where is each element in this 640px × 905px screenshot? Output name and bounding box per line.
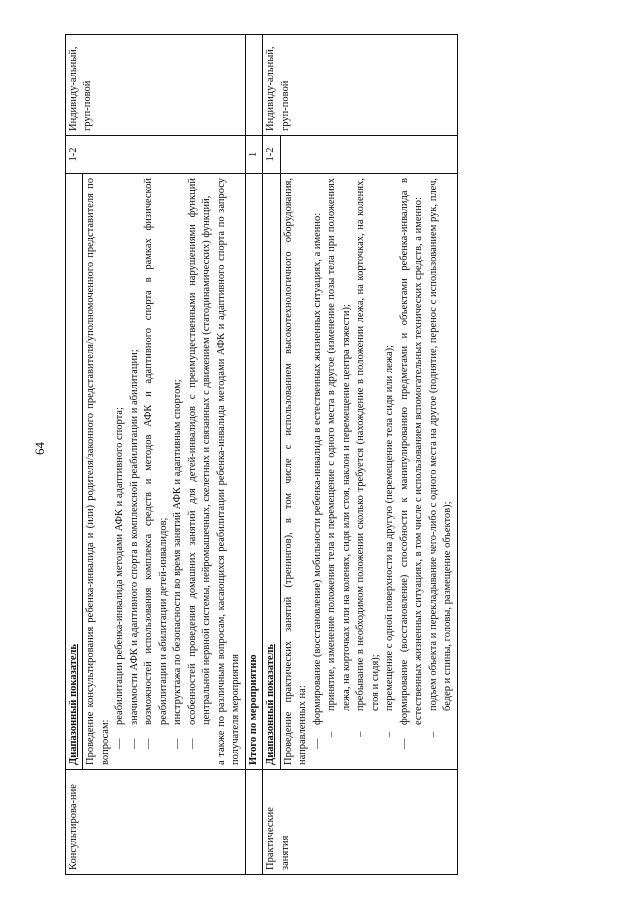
list-item: — формирование (восстановление) мобильности ребенка-инвалида в естественных жизненных ситуациях, а именно: — [311, 212, 323, 749]
list-item: — возможностей использования комплекса средств и методов АФК и адаптивного спорта в рамках физической реабилитации и абилитации детей-инвалидов; — [143, 178, 169, 749]
landscape-table-sheet — [65, 35, 585, 875]
list-subitem: – пребывание в необходимом положении сколько требуется (нахождение в положении лежа, на корточках, на коленях, стоя и сидя); — [355, 178, 381, 737]
range-indicator-header: Диапазонный показатель — [66, 174, 83, 770]
table-row — [280, 35, 457, 875]
practice-description — [280, 174, 457, 770]
page-number: 64 — [32, 442, 47, 455]
form-cell: Индивиду-альный, груп-повой — [66, 35, 246, 136]
rehabilitation-table — [65, 34, 458, 875]
list-subitem: – перемещение с одной поверхности на другую (перемещение тела сидя или лежа); — [384, 344, 396, 737]
quantity-cell: 1-2 — [66, 136, 246, 174]
list-item: — особенностей проведения домашних занятий для детей-инвалидов с преимущественными нарушениями функций центральной нервной системы, нейромышечных, скелетных и связанных с движением (статодинамических) функций, — [186, 178, 213, 749]
list-subitem: – подъем объекта и перекладывание чего-либо с одного места на другое (поднятие, перенос с использованием рук, плеч, бедер и спины, головы, размещение объектов); — [427, 178, 454, 737]
table-row — [245, 35, 262, 875]
table-row — [263, 35, 280, 875]
range-indicator-header: Диапазонный показатель — [263, 174, 280, 770]
form-cell: Индивиду-альный, груп-повой — [263, 35, 457, 136]
description-outro: а также по различным вопросам, касающихся реабилитации ребенка-инвалида методами АФК и адаптивного спорта по запросу получателя мероприятия — [215, 178, 242, 765]
empty-cell — [280, 136, 457, 174]
event-name-practice: Практические занятия — [263, 770, 457, 875]
list-item: — формирование (восстановление) способности к манипулированию предметами и объектами ребенка-инвалида в естественных жизненных ситуациях, в том числе с использованием вспомогательных технических средств, а именно: — [398, 178, 425, 749]
total-label: Итого по мероприятию — [245, 174, 262, 770]
consultation-description — [83, 174, 245, 770]
empty-cell — [245, 35, 262, 136]
quantity-cell: 1-2 — [263, 136, 280, 174]
description-intro: Проведение практических занятий (тренингов), в том числе с использованием высокотехнологичного оборудования, направленных на: — [282, 178, 309, 765]
description-intro: Проведение консультирования ребенка-инвалида и (или) родителя/законного представителя/уполномоченного представителя по вопросам: — [85, 178, 111, 765]
event-name-consultation: Консультирова-ние — [66, 770, 246, 875]
total-quantity: 1 — [245, 136, 262, 174]
list-item: — инструктажа по безопасности во время занятий АФК и адаптивным спортом; — [172, 379, 184, 749]
list-item: — значимости АФК и адаптивного спорта в комплексной реабилитации и абилитации; — [128, 349, 140, 749]
list-subitem: – принятие, изменение положения тела и перемещение с одного места в другое (изменение позы тела при положениях лежа, на корточках или на коленях, сидя или стоя, наклон и перемещение центра тяжести); — [326, 178, 352, 737]
table-row — [66, 35, 83, 875]
empty-cell — [245, 770, 262, 875]
list-item: — реабилитации ребенка-инвалида методами АФК и адаптивного спорта; — [114, 407, 126, 749]
